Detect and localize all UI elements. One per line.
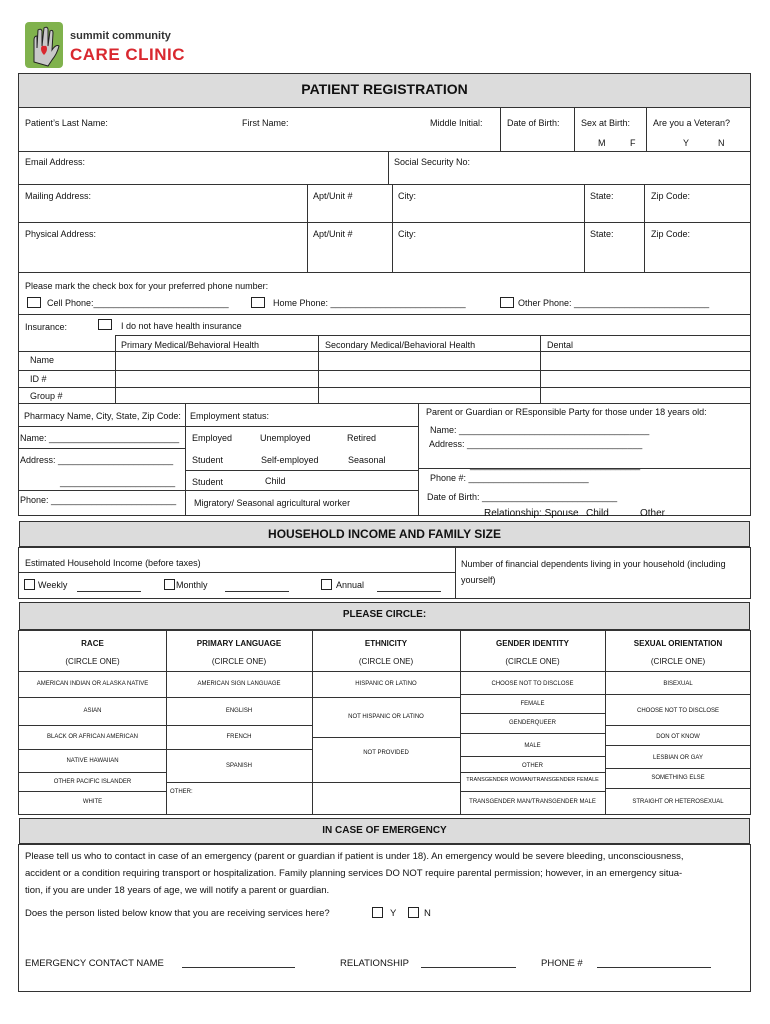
aware-yes-label: Y bbox=[390, 908, 397, 919]
employment-retired[interactable]: Retired bbox=[347, 433, 377, 443]
insurance-group-row: Group # bbox=[30, 391, 63, 401]
primary-insurance-header: Primary Medical/Behavioral Health bbox=[121, 340, 260, 350]
language-option[interactable]: AMERICAN SIGN LANGUAGE bbox=[197, 681, 281, 687]
header-language: PRIMARY LANGUAGE bbox=[196, 639, 282, 648]
weekly-label: Weekly bbox=[38, 580, 68, 590]
dob-field[interactable]: Date of Birth: bbox=[507, 118, 560, 128]
sub-race: (CIRCLE ONE) bbox=[65, 657, 120, 666]
gender-option[interactable]: OTHER bbox=[522, 763, 543, 769]
aware-no-checkbox[interactable] bbox=[408, 907, 419, 918]
employment-child[interactable]: Child bbox=[265, 476, 286, 486]
header-orientation: SEXUAL ORIENTATION bbox=[633, 639, 723, 648]
emergency-relationship-line[interactable] bbox=[421, 967, 516, 968]
race-option[interactable]: WHITE bbox=[82, 799, 103, 805]
hand-heart-logo-icon bbox=[22, 18, 68, 72]
language-option[interactable]: SPANISH bbox=[226, 763, 252, 769]
race-option[interactable]: OTHER PACIFIC ISLANDER bbox=[53, 779, 132, 785]
logo-line2: CARE CLINIC bbox=[70, 45, 186, 64]
employment-self-employed[interactable]: Self-employed bbox=[261, 455, 319, 465]
emergency-text-1: Please tell us who to contact in case of an emergency (parent or guardian if patient is under 18). An emergency would be severe bleeding, unconsciousness, bbox=[25, 851, 684, 862]
page-title: PATIENT REGISTRATION bbox=[301, 81, 468, 97]
insurance-id-row: ID # bbox=[30, 374, 47, 384]
aware-yes-checkbox[interactable] bbox=[372, 907, 383, 918]
veteran-yes-option[interactable]: Y bbox=[683, 138, 690, 148]
pharmacy-address-line2[interactable]: _______________________ bbox=[60, 477, 176, 487]
monthly-label: Monthly bbox=[176, 580, 208, 590]
orientation-option[interactable]: BISEXUAL bbox=[663, 681, 693, 687]
household-title: HOUSEHOLD INCOME AND FAMILY SIZE bbox=[268, 527, 501, 541]
mailing-zip-field[interactable]: Zip Code: bbox=[651, 191, 691, 201]
annual-checkbox[interactable] bbox=[321, 579, 332, 590]
physical-zip-field[interactable]: Zip Code: bbox=[651, 229, 691, 239]
sex-at-birth-label: Sex at Birth: bbox=[581, 118, 631, 128]
guardian-dob-field[interactable]: Date of Birth: ___________________________ bbox=[427, 492, 618, 502]
guardian-address-field[interactable]: Address: ___________________________________ bbox=[429, 439, 643, 449]
email-field[interactable]: Email Address: bbox=[25, 157, 86, 167]
no-insurance-checkbox[interactable] bbox=[98, 319, 112, 330]
registration-form bbox=[18, 73, 751, 516]
sub-ethnicity: (CIRCLE ONE) bbox=[358, 657, 414, 666]
language-other-field[interactable]: OTHER: bbox=[170, 789, 193, 795]
home-phone-checkbox[interactable] bbox=[251, 297, 265, 308]
ethnicity-option[interactable]: NOT PROVIDED bbox=[363, 750, 409, 756]
orientation-option[interactable]: STRAIGHT OR HETEROSEXUAL bbox=[632, 799, 724, 805]
language-option[interactable]: FRENCH bbox=[226, 734, 252, 740]
race-option[interactable]: BLACK OR AFRICAN AMERICAN bbox=[46, 734, 139, 740]
pharmacy-phone-field[interactable]: Phone: _________________________ bbox=[20, 495, 177, 505]
orientation-option[interactable]: LESBIAN OR GAY bbox=[653, 755, 703, 761]
ssn-field[interactable]: Social Security No: bbox=[394, 157, 471, 167]
dental-insurance-header: Dental bbox=[547, 340, 574, 350]
employment-student[interactable]: Student bbox=[192, 455, 224, 465]
race-option[interactable]: ASIAN bbox=[83, 708, 102, 714]
veteran-label: Are you a Veteran? bbox=[653, 118, 731, 128]
other-phone-checkbox[interactable] bbox=[500, 297, 514, 308]
weekly-checkbox[interactable] bbox=[24, 579, 35, 590]
last-name-field[interactable]: Patient’s Last Name: bbox=[25, 118, 108, 128]
annual-label: Annual bbox=[336, 580, 365, 590]
emergency-title: IN CASE OF EMERGENCY bbox=[322, 825, 447, 836]
clinic-logo bbox=[22, 18, 186, 74]
ethnicity-option[interactable]: NOT HISPANIC OR LATINO bbox=[348, 714, 424, 720]
physical-state-field[interactable]: State: bbox=[590, 229, 614, 239]
aware-question: Does the person listed below know that you are receiving services here? bbox=[25, 908, 330, 919]
phone-prompt: Please mark the check box for your preferred phone number: bbox=[25, 281, 269, 291]
cell-phone-field[interactable]: Cell Phone:___________________________ bbox=[47, 298, 229, 308]
header-ethnicity: ETHNICITY bbox=[364, 639, 408, 648]
cell-phone-checkbox[interactable] bbox=[27, 297, 41, 308]
mailing-address-field[interactable]: Mailing Address: bbox=[25, 191, 92, 201]
gender-option[interactable]: GENDERQUEER bbox=[508, 720, 556, 726]
secondary-insurance-header: Secondary Medical/Behavioral Health bbox=[325, 340, 476, 350]
veteran-no-option[interactable]: N bbox=[718, 138, 725, 148]
header-gender: GENDER IDENTITY bbox=[496, 639, 569, 648]
middle-initial-field[interactable]: Middle Initial: bbox=[430, 118, 483, 128]
monthly-checkbox[interactable] bbox=[164, 579, 175, 590]
emergency-contact-line[interactable] bbox=[182, 967, 295, 968]
guardian-phone-field[interactable]: Phone #: ________________________ bbox=[430, 473, 589, 483]
home-phone-field[interactable]: Home Phone: ___________________________ bbox=[273, 298, 466, 308]
estimated-income-label: Estimated Household Income (before taxes) bbox=[25, 558, 201, 568]
orientation-option[interactable]: CHOOSE NOT TO DISCLOSE bbox=[636, 708, 720, 714]
no-insurance-label: I do not have health insurance bbox=[121, 321, 242, 331]
employment-seasonal[interactable]: Seasonal bbox=[348, 455, 386, 465]
first-name-field[interactable]: First Name: bbox=[242, 118, 289, 128]
emergency-phone-line[interactable] bbox=[597, 967, 711, 968]
employment-unemployed[interactable]: Unemployed bbox=[260, 433, 311, 443]
dependents-label: Number of financial dependents living in your household (including yourself) bbox=[461, 559, 726, 585]
relationship-spouse[interactable]: Relationship: Spouse bbox=[484, 508, 579, 519]
aware-no-label: N bbox=[424, 908, 431, 919]
employment-label: Employment status: bbox=[190, 411, 270, 421]
emergency-phone-label: PHONE # bbox=[541, 958, 583, 969]
gender-option[interactable]: MALE bbox=[524, 743, 541, 749]
physical-address-field[interactable]: Physical Address: bbox=[25, 229, 97, 239]
guardian-address-line2[interactable]: __________________________________ bbox=[470, 460, 641, 470]
insurance-label: Insurance: bbox=[25, 322, 68, 332]
pharmacy-name-field[interactable]: Name: __________________________ bbox=[20, 433, 180, 443]
sub-orientation: (CIRCLE ONE) bbox=[650, 657, 706, 666]
circle-title: PLEASE CIRCLE: bbox=[342, 609, 427, 620]
emergency-relationship-label: RELATIONSHIP bbox=[340, 958, 409, 969]
ethnicity-option[interactable]: HISPANIC OR LATINO bbox=[355, 681, 417, 687]
gender-option[interactable]: TRANSGENDER MAN/TRANSGENDER MALE bbox=[469, 799, 596, 805]
employment-employed[interactable]: Employed bbox=[192, 433, 233, 443]
mailing-apt-field[interactable]: Apt/Unit # bbox=[313, 191, 353, 201]
physical-apt-field[interactable]: Apt/Unit # bbox=[313, 229, 353, 239]
gender-option[interactable]: TRANSGENDER WOMAN/TRANSGENDER FEMALE bbox=[466, 777, 599, 783]
race-option[interactable]: AMERICAN INDIAN OR ALASKA NATIVE bbox=[36, 681, 149, 687]
race-option[interactable]: NATIVE HAWAIIAN bbox=[66, 758, 119, 764]
physical-city-field[interactable]: City: bbox=[398, 229, 416, 239]
mailing-city-field[interactable]: City: bbox=[398, 191, 416, 201]
orientation-option[interactable]: SOMETHING ELSE bbox=[651, 775, 705, 781]
sex-f-option[interactable]: F bbox=[630, 138, 636, 148]
logo-line1: summit community bbox=[70, 30, 171, 42]
language-option[interactable]: ENGLISH bbox=[225, 708, 253, 714]
emergency-contact-label: EMERGENCY CONTACT NAME bbox=[25, 958, 164, 969]
employment-student-2[interactable]: Student bbox=[192, 477, 224, 487]
gender-option[interactable]: CHOOSE NOT TO DISCLOSE bbox=[491, 681, 574, 687]
other-phone-field[interactable]: Other Phone: ___________________________ bbox=[518, 298, 710, 308]
sex-m-option[interactable]: M bbox=[598, 138, 606, 148]
emergency-text-2: accident or a condition requiring transport or hospitalization. Family planning services DO NOT require parental permission; however, in an emergency situa- bbox=[25, 868, 683, 879]
insurance-name-row: Name bbox=[30, 355, 55, 365]
sub-gender: (CIRCLE ONE) bbox=[505, 657, 560, 666]
header-race: RACE bbox=[81, 639, 104, 648]
gender-option[interactable]: FEMALE bbox=[520, 701, 545, 707]
pharmacy-label: Pharmacy Name, City, State, Zip Code: bbox=[24, 411, 181, 421]
mailing-state-field[interactable]: State: bbox=[590, 191, 614, 201]
guardian-label: Parent or Guardian or REsponsible Party for those under 18 years old: bbox=[426, 407, 707, 417]
emergency-text-3: tion, if you are under 18 years of age, we will notify a parent or guardian. bbox=[25, 885, 330, 896]
guardian-name-field[interactable]: Name: ______________________________________ bbox=[430, 425, 650, 435]
relationship-other[interactable]: Other bbox=[640, 508, 666, 519]
pharmacy-address-field[interactable]: Address: _______________________ bbox=[20, 455, 174, 465]
employment-migratory[interactable]: Migratory/ Seasonal agricultural worker bbox=[194, 498, 351, 508]
relationship-child[interactable]: Child bbox=[586, 508, 609, 519]
orientation-option[interactable]: DON OT KNOW bbox=[656, 734, 700, 740]
sub-language: (CIRCLE ONE) bbox=[211, 657, 267, 666]
